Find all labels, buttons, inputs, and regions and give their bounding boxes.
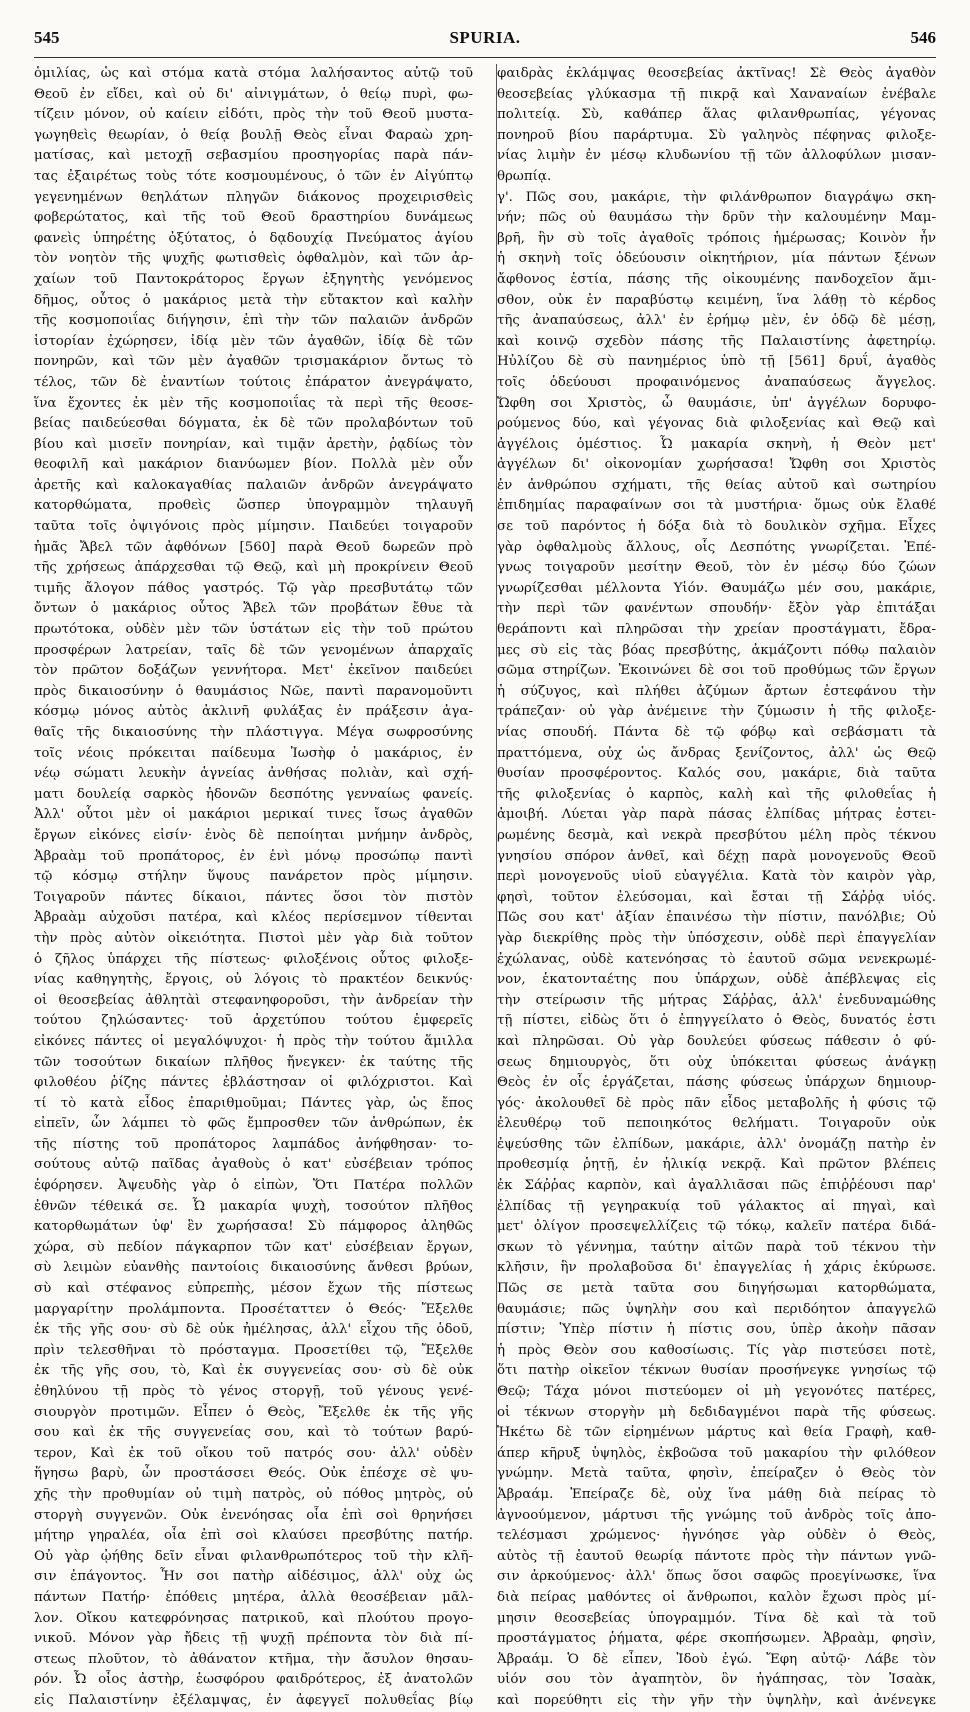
text-line: καὶ πληρῶσαι. Οὐ γὰρ δουλεύει φύσεως πάθεσιν ὁ φύ- — [497, 1033, 936, 1049]
text-line: νίας καθηγητὴς, ἔργοις, οὐ λόγοις τὸ πρακτέον δεικνύς· — [34, 972, 473, 988]
text-line: πονηρῶν, καὶ τῶν μὲν ἀγαθῶν τρισμακάριον ὄντως τὸ — [34, 354, 473, 370]
text-line: ὅτι πατὴρ οἰκεῖον τέκνων θυσίαν προσήνεγκε γνησίως τῷ — [497, 1363, 936, 1379]
text-line: σθον, οὐκ ἐν παραβύστῳ κειμένη, ἵνα λάθῃ τὸ κέρδος — [497, 292, 936, 308]
text-line: νικοῦ. Μόνον γὰρ ἤδεις τῇ ψυχῇ πρέποντα τὸν διὰ πί- — [34, 1631, 473, 1647]
text-line: οἱ τέκνων στοργὴν μὴ δεδιδαγμένοι παρὰ τῆς φύσεως. — [497, 1404, 936, 1420]
text-line: γὰρ διεκρίθης πρὸς τὴν ὑπόσχεσιν, οὐδὲ περὶ ἐπαγγελίαν — [497, 930, 936, 946]
left-column — [34, 64, 473, 1712]
text-line: τοῖς νέοις πρόκειται παίδευμα Ἰωσὴφ ὁ μακάριος, ἐν — [34, 745, 473, 761]
text-line: αὐτὸς τῇ ἑαυτοῦ θεωρίᾳ πάντοτε πρὸς τὴν πάντων γνῶ- — [497, 1548, 936, 1564]
text-line: τί τὸ κατὰ εἶδος ἐπαριθμοῦμαι; Πάντες γὰρ, ὡς ἔπος — [34, 1095, 473, 1111]
text-line: σου καὶ ἐκ τῆς συγγενείας σου, καὶ τὸ τούτων βαρύ- — [34, 1425, 473, 1441]
text-line: ἐθηλύνου τῇ πρὸς τὸ γένος στοργῇ, τοῦ γένους γενέ- — [34, 1384, 473, 1399]
text-line: ματι δουλείᾳ σαρκὸς ἡδονῶν δεσπότης γενναίως φανείς. — [34, 786, 473, 802]
text-line: Ἀβραάμ. Ἐπείραζε δὲ, οὐχ ἵνα μάθῃ διὰ πείρας τὸ — [497, 1486, 936, 1502]
text-line: τίζειν μόνον, οὐ καίειν εἰδότι, πρὸς τὴν τοῦ Θεοῦ μυστα- — [34, 107, 473, 123]
text-line: ἥγησω βαρὺ, ὧν προστάσσει Θεός. Οὐκ ἐπέσχε σὲ ψυ- — [34, 1466, 473, 1482]
text-line: θαῖς τῆς δικαιοσύνης τὴν πλάστιγγα. Μέγα σωφροσύνης — [34, 725, 473, 740]
text-line: γεγενημένων θεηλάτων πληγῶν διάκονος προχειρισθεὶς — [34, 189, 473, 205]
text-line: κόσμῳ μόνος αὐτὸς ἀκλινῆ φυλάξας ἐν πράξεσιν ἀγα- — [34, 704, 473, 720]
text-line: ἐθνῶν τέθεικά σε. Ὦ μακαρία ψυχὴ, τοσούτον πλῆθος — [34, 1198, 473, 1214]
text-line: ρούμενος δύο, καὶ γέγονας διὰ φιλοξενίας καὶ Θεῷ καὶ — [497, 416, 936, 432]
text-line: ἐφόρησεν. Ἀψευδὴς γὰρ ὁ εἰπὼν, Ὅτι Πατέρα πολλῶν — [34, 1178, 473, 1194]
text-line: φοβερώτατος, καὶ τῆς τοῦ Θεοῦ δραστηρίου δυνάμεως — [34, 210, 473, 226]
text-line: νέῳ σώματι λευκὴν ἁγνείας ἀνθήσας πολιὰν, καὶ σχή- — [34, 766, 473, 782]
text-line: κατορθώματα, προθεὶς ὥσπερ ὑπογραμμὸν τηλαυγῆ — [34, 498, 473, 514]
text-line: τῆς πίστης τοῦ προπάτορος λαμπάδος ἀνήφθησαν· το- — [34, 1136, 473, 1152]
text-line: τερον, Καὶ ἐκ τοῦ οἴκου τοῦ πατρός σου· ἀλλ' οὐδὲν — [34, 1445, 473, 1461]
running-title: SPURIA. — [449, 28, 521, 47]
text-line: προθεσμίᾳ ῥητῇ, ἐν ἡλικίᾳ νεκρᾷ. Καὶ πρῶτον βλέπεις — [497, 1157, 936, 1173]
text-line: τὸν πρῶτον δοξάζων γεννήτορα. Μετ' ἐκεῖνον παιδεύει — [34, 663, 473, 679]
text-line: ἡ σύζυγος, καὶ πλήθει ἀζύμων ἄρτων ἐστεφάνου τὴν — [497, 683, 936, 699]
text-line: γὰρ ὀφθαλμοὺς ἄλλους, οἷς Δεσπότης γνωρίζεται. Ἐπέ- — [497, 539, 936, 555]
text-line: μήτηρ γηραλέα, οἷα ἐπὶ σοὶ κλαύσει πρεσβύτης πατήρ. — [34, 1528, 473, 1544]
text-line: τελέσμασι χρώμενος· ἠγνόησε γὰρ οὐδὲν ὁ Θεὸς, — [497, 1528, 936, 1544]
text-line: τὴν πρὸς αὐτὸν οἰκειότητα. Πιστοὶ μὲν γὰρ διὰ τοῦτον — [34, 930, 473, 946]
text-line: βρῆ, ἣν σὺ τοῖς ἀγαθοῖς τρόποις ἡμέρωσας; Κοινὸν ἦν — [497, 230, 936, 246]
text-line: μετ' ὀλίγον προσεψελλίζεις τῷ τόκῳ, καλεῖν πατέρα διδά- — [497, 1219, 936, 1235]
text-line: σούτους αὐτῷ παῖδας ἀγαθοὺς ὁ κατ' εὐσέβειαν τρόπος — [34, 1157, 473, 1173]
text-line: ἐχώλανας, οὐδὲ κατενόησας τὸ ἑαυτοῦ σῶμα νενεκρωμέ- — [497, 951, 936, 967]
text-line: χῆς τὴν προθυμίαν οὐ τιμὴ πατρὸς, οὐ πόθος μητρὸς, οὐ — [34, 1486, 473, 1502]
text-line: τὴν περὶ τῶν φανέντων σπουδήν· ἔξὸν γὰρ ἐπιτάξαι — [497, 601, 936, 617]
text-line: ὄντων ὁ μακάριος οὗτος Ἄβελ τῶν προβάτων ἔθυε τὰ — [34, 601, 473, 617]
text-line: προστάγματος ῥήματα, φέρε σκοπήσωμεν. Ἀβραὰμ, φησὶν, — [497, 1631, 936, 1647]
text-line: νίας σπουδή. Πάντα δὲ τῷ φόβῳ καὶ σεβάσματι τὰ — [497, 725, 936, 740]
text-line: Ἀλλ' οὗτοι μὲν οἱ μακάριοι μερικαί τινες ἴσως ἀγαθῶν — [34, 807, 473, 823]
text-line: Ἀβραὰμ τοῦ προπάτορος, ἐν ἑνὶ μόνῳ προσώπῳ παντὶ — [34, 848, 473, 864]
text-line: τῇ πίστει, εἰδὼς ὅτι ὁ ἐπηγγείλατο ὁ Θεὸς, δυνατός ἐστι — [497, 1013, 936, 1029]
text-line: μαργαρίτην προλάμποντα. Προσέταττεν ὁ Θεός· Ἔξελθε — [34, 1301, 473, 1317]
text-line: νον, ἑκατονταέτης που ὑπάρχων, οὐδὲ ἀπέβλεψας εἰς — [497, 972, 936, 988]
text-line: περὶ μονογενοῦς υἱοῦ εὐαγγέλια. Κατὰ τὸν καιρὸν γὰρ, — [497, 869, 936, 885]
text-line: οἱ θεοσεβείας ἀθλητὰὶ στεφανηφοροῦσι, τὴν ἀνδρείαν τὴν — [34, 992, 473, 1008]
text-line: ἐλευθέρῳ τοῦ πεποιηκότος θελήματι. Τοιγαροῦν οὐκ — [497, 1116, 936, 1132]
text-line: ἀμοιβή. Λύεται γὰρ παρὰ πάσας ἐλπίδας μήτρας ἐστει- — [497, 807, 936, 823]
text-line: ἐκ τῆς γῆς σου, τὸ, Καὶ ἐκ συγγενείας σου· σὺ δὲ οὐκ — [34, 1363, 473, 1379]
text-line: Ηὐλίζου δὲ σὺ πανημέριος ὑπὸ τῇ [561] δρυΐ, ἀγαθὸς — [497, 354, 936, 370]
page-number-left: 545 — [34, 28, 60, 47]
text-line: ἡ πρὸς Θεὸν σου καθοσίωσις. Τίς γὰρ πιστεύσει ποτὲ, — [497, 1342, 936, 1358]
text-line: λον. Οἴκου κατεφρόνησας πατρικοῦ, καὶ πλούτου προγο- — [34, 1610, 473, 1626]
text-line: πρὸς δικαιοσύνην ὁ θαυμάσιος Νῶε, παντὶ παρανομοῦντι — [34, 683, 473, 699]
text-line: γός· ἀκολουθεῖ δὲ πρὸς πᾶν εἶδος μεταβολῆς ἡ φύσις τῷ — [497, 1095, 936, 1111]
text-line: πονηροῦ βίου παράρτυμα. Σὺ γαληνὸς πέφηνας φιλοξε- — [497, 127, 936, 143]
text-line: νίας λιμὴν ἐν μέσῳ κλυδωνίου τῇ τῶν ἀλλοφύλων μισαν- — [497, 148, 936, 164]
text-line: εἰς Παλαιστίνην ἐξέλαμψας, ἐν ἀφεγγεῖ πολυθεΐας βίῳ — [34, 1692, 473, 1708]
text-line: σῶμα στηρίζων. Ἐκοινώνει δὲ σοι τοῦ προθύμως τῶν ἔργων — [497, 663, 936, 679]
text-line: ρωμένης δεσμὰ, καὶ νεκρὰ πρεσβύτου μέλη πρὸς τέκνου — [497, 827, 936, 843]
text-line: γνωρίζεσθαι μέλλοντα Υἱόν. Θαυμάζω μέν σου, μακάριε, — [497, 580, 936, 596]
text-line: κλῆσιν, ἣν προλαβοῦσα δι' ἐπαγγελίας ἡ χάρις ἐκύρωσε. — [497, 1260, 936, 1276]
text-line: μες σὺ εἰς τὰς βόας πρεσβύτης, ἀκμάζοντι πόθῳ παλαιὸν — [497, 642, 936, 658]
text-line: δῆμος, οὗτος ὁ μακάριος μετὰ τὴν εὔτακτον καὶ καλὴν — [34, 292, 473, 308]
text-line: σκων τὸ γέννημα, ταύτην αἰτῶν παρὰ τοῦ τέκνου τὴν — [497, 1239, 936, 1255]
text-line: πάντων Πατήρ· ἐπόθεις μητέρα, ἀλλὰ θεοσέβειαν μᾶλ- — [34, 1589, 473, 1605]
text-line: σιν ἐπάγοντος. Ἦν σοι πατὴρ αἰδέσιμος, ἀλλ' οὐχ ὡς — [34, 1569, 473, 1585]
text-line: γωγηθεὶς θεωρίαν, ὁ θείᾳ βουλῇ Θεὸς εἶναι Φαραὼ χρη- — [34, 127, 473, 143]
text-line: Θεοῦ ἐν εἴδει, καὶ οὐ δι' αἰνιγμάτων, ὁ θείῳ πυρὶ, φω- — [34, 86, 473, 102]
text-line: ἀγγέλων δι' οἰκονομίαν χωρήσασα! Ὤφθη σοι Χριστὸς — [497, 457, 936, 473]
text-line: σε τοῦ παρόντος ἡ δόξα διὰ τὸ δουλικὸν σχῆμα. Εἶχες — [497, 519, 936, 535]
page-number-right: 546 — [910, 28, 936, 47]
text-line: Θεὸς ἐν οἷς ἐργάζεται, πάσης φύσεως ὑπάρχων δημιουρ- — [497, 1075, 936, 1091]
text-line: ἐπιδημίας παραφαίνων σοι τὰ μυστήρια· ὅμως οὐκ ἔλαθέ — [497, 498, 936, 514]
text-line: τράπεζαν· οὐ γὰρ ἀνέμεινε τὴν ζύμωσιν ἡ τῆς φιλοξε- — [497, 704, 936, 720]
text-columns — [34, 64, 936, 1708]
text-line: ἡμᾶς Ἄβελ τῶν ἀφθόνων [560] παρὰ Θεοῦ δωρεῶν πρὸ — [34, 539, 473, 555]
text-line: ρόν. Ὦ οἷος ἀστὴρ, ἑωσφόρου φαιδρότερος, ἐξ ἀνατολῶν — [34, 1672, 473, 1688]
text-line: καὶ κοινῷ σχεδὸν πάσης τῆς Παλαιστίνης ἀφετηρίῳ. — [497, 333, 936, 349]
text-line: πρωτότοκα, οὐδὲν μὲν τῶν ὑστάτων εἰς τὴν τοῦ πρώτου — [34, 622, 473, 638]
text-line: σιουργὸν προτιμῶν. Εἶπεν ὁ Θεὸς, Ἔξελθε ἐκ τῆς γῆς — [34, 1404, 473, 1420]
header-rule — [34, 57, 936, 58]
text-line: ταῦτα τοῖς ὀψιγόνοις πρὸς μίμησιν. Παιδεύει τοιγαροῦν — [34, 519, 473, 535]
text-line: θαυμάσιε; πῶς ὑψηλὴν σου καὶ περιδόητον ἀπαγγελῶ — [497, 1301, 936, 1317]
text-line: τῆς κοσμοποιΐας διήγησιν, ἐπὶ τὴν τῶν παλαιῶν ἀνδρῶν — [34, 313, 473, 329]
text-line: πραττόμενα, οὐχ ὡς ἄνδρας ξενίζοντος, ἀλλ' ὡς Θεῷ — [497, 745, 936, 761]
text-line: Οὐ γὰρ ᾠήθης δεῖν εἶναι φιλανθρωπότερος τοῦ τὴν κλῆ- — [34, 1548, 473, 1564]
text-line: σὺ καὶ στέφανος εὐπρεπὴς, μέσον ἔχων τῆς πίστεως — [34, 1281, 473, 1297]
text-line: χώρα, σὺ πεδίον πάγκαρπον τῶν κατ' εὐσέβειαν ἔργων, — [34, 1239, 473, 1255]
text-line: πρὶν τελεσθῆναι τὸ πρόσταγμα. Προσετίθει τῷ, Ἔξελθε — [34, 1342, 473, 1358]
text-line: στεως πλοῦτον, τὸ ἀθάνατον κτῆμα, τὴν ἄσυλον θησαυ- — [34, 1651, 473, 1667]
text-line: προσφέρων λατρείαν, ταῖς δὲ τῶν γενομένων ἀπαρχαῖς — [34, 642, 473, 658]
text-line: καὶ πορεύθητι εἰς τὴν γῆν τὴν ὑψηλὴν, καὶ ἀνένεγκε — [497, 1692, 936, 1708]
text-line: σιν ἀρκούμενος· ἀλλ' ὅπως ὅσοι σαφῶς προεγίνωσκε, ἵνα — [497, 1569, 936, 1585]
text-line: ἵνα ἔχοντες ἐκ μὲν τῆς κοσμοποιΐας τὰ περὶ τῆς θεοσε- — [34, 395, 473, 411]
page-header — [34, 28, 936, 52]
text-line: γνώμην. Μετὰ ταῦτα, φησὶν, ἐπείραζεν ὁ Θεὸς τὸν — [497, 1466, 936, 1482]
text-line: ἀγνοούμενον, μάρτυσι τῆς γνώμης τοῦ ἀνδρὸς τοῖς ἀπο- — [497, 1507, 936, 1523]
text-line: Θεῷ; Τάχα μόνοι πιστεύομεν οἱ μὴ γεγονότες πατέρες, — [497, 1384, 936, 1399]
text-line: τιμῆς ἄλογον πάθος γαστρός. Τῷ γὰρ πρεσβυτάτῳ τῶν — [34, 580, 473, 596]
text-line: ἐκ τῆς γῆς σου· σὺ δὲ οὐκ ἠμέλησας, ἀλλ' εἶχου τῆς ὁδοῦ, — [34, 1322, 473, 1338]
text-line: βείας παιδεύεσθαι δόγματα, ἐκ δὲ τῶν προλαβόντων τοῦ — [34, 416, 473, 432]
text-line: σεως δημιουργὸς, ὅτι οὐχ ὑπόκειται φύσεως ἀνάγκῃ — [497, 1054, 936, 1070]
text-line: νήν; πῶς οὐ θαυμάσω τὴν δρῦν τὴν καλουμένην Μαμ- — [497, 210, 936, 226]
text-line: θρωπίᾳ. — [497, 168, 552, 184]
text-line: βίου καὶ μισεῖν πονηρίαν, καὶ τιμᾷν ἀρετὴν, ῥᾳδίως τὸν — [34, 436, 473, 452]
text-line: Ἀβραὰμ αὐχοῦσι πατέρα, καὶ κλέος περίσεμνον τίθενται — [34, 910, 473, 926]
text-line: υἱόν σου τὸν ἀγαπητὸν, ὃν ἠγάπησας, τὸν Ἰσαὰκ, — [497, 1672, 936, 1688]
text-line: Ὤφθη σοι Χριστὸς, ὦ θαυμάσιε, ὑπ' ἀγγέλων δορυφο- — [497, 395, 936, 411]
text-line: τοῖς ὁδεύουσι προφαινόμενος ἀναπαύσεως ἄγγελος. — [497, 374, 936, 390]
text-line: γνως τοιγαροῦν μεσίτην Θεοῦ, τὸν ἐν μέσῳ δύο ζώων — [497, 560, 936, 576]
text-line: Τοιγαροῦν πάντες δίκαιοι, πάντες ὅσοι τὸν πιστὸν — [34, 889, 473, 905]
text-line: τας ἐξαιρέτως τοὺς τότε κοσμουμένους, ὁ τῶν ἐν Αἰγύπτῳ — [34, 168, 473, 184]
text-line: τῆς χρήσεως ἀπάρχεσθαι τῷ Θεῷ, καὶ μὴ προκρίνειν Θεοῦ — [34, 560, 473, 576]
text-line: φανεὶς ὑπηρέτης ὀξύτατος, ὁ δᾳδουχίᾳ Πνεύματος ἁγίου — [34, 230, 473, 246]
text-line: τὴν στείρωσιν τῆς μήτρας Σάῤῥας, ἀλλ' ἐνεδυναμώθης — [497, 992, 936, 1008]
text-line: εἰκόνες πάντες οἱ μεγαλόψυχοι· ἡ πρὸς τὴν τούτου ἅμιλλα — [34, 1033, 473, 1049]
text-line: ἀρετῆς καὶ καλοκαγαθίας παλαιῶν ἀνδρῶν ἀνεγράψατο — [34, 477, 473, 493]
text-line: τῷ κόσμῳ στήλην ὕψους πανάρετον πρὸς μίμησιν. — [34, 869, 473, 885]
text-line: ἐκ Σάῤῥας καρπὸν, καὶ ἀγαλλιᾶσαι πῶς ἐπιῤῥέουσι παρ' — [497, 1178, 936, 1194]
text-line: τούτου ζηλώσαντες· τοῦ ἀρχετύπου τούτου ἐμφερεῖς — [34, 1013, 473, 1029]
text-line: τῆς ἀναπαύσεως, ἀλλ' ἐν ἐρήμῳ μὲν, ἐν ὁδῷ δὲ μέσῃ, — [497, 313, 936, 329]
text-line: μησιν θεοσεβείας ὑπογραμμόν. Τίνα δὲ καὶ τὰ τοῦ — [497, 1610, 936, 1626]
text-line: στοργὴ συγγενῶν. Οὐκ ἐνενόησας οἷα ἐπὶ σοὶ θρηνήσει — [34, 1507, 473, 1523]
text-line: θεράποντι καὶ πληρῶσαι τὴν χρείαν προστάγματι, ἔδρα- — [497, 622, 936, 638]
text-line: ἐψεύσθης τῶν ἐλπίδων, μακάριε, ἀλλ' ὀνομάζῃ πατὴρ ἐν — [497, 1136, 936, 1152]
text-line: διὰ πείρας μαθόντες οἱ ἄνθρωποι, καλὸν ἔχωσι πρὸς μί- — [497, 1589, 936, 1605]
text-line: Ἀβραάμ. Ὁ δὲ εἶπεν, Ἰδοὺ ἐγώ. Ἔφη αὐτῷ· Λάβε τὸν — [497, 1651, 936, 1667]
text-line: φαιδρὰς ἐκλάμψας θεοσεβείας ἀκτῖνας! Σὲ Θεὸς ἀγαθὸν — [497, 66, 936, 81]
text-line: τέλος, τῶν δὲ ἐναντίων τούτοις ἐπάρατον ἀνεγράψατο, — [34, 374, 473, 390]
text-line: ὁμιλίας, ὡς καὶ στόμα κατὰ στόμα λαλήσαντος αὐτῷ τοῦ — [34, 66, 473, 81]
text-line: πίστιν; Ὑπὲρ πίστιν ἡ πίστις σου, ὑπὲρ ἀκοὴν πᾶσαν — [497, 1322, 936, 1338]
text-line: πολιτείᾳ. Σὺ, καθάπερ ἅλας φιλανθρωπίας, γέγονας — [497, 107, 936, 123]
text-line: τῶν τοσούτων δικαίων πλῆθος ἤνεγκεν· ἐκ ταύτης τῆς — [34, 1054, 473, 1070]
text-line: φιλοθέου ῥίζης πάντες ἐβλάστησαν οἱ φιλόχριστοι. Καὶ — [34, 1075, 473, 1091]
text-line: ἄφθονος ἑστία, πάσης τῆς οἰκουμένης πανδοχεῖον ἄμι- — [497, 271, 936, 287]
text-line: κατορθωμάτων ὑφ' ἓν χωρήσασα! Σὺ πάμφορος ἀληθῶς — [34, 1219, 473, 1235]
text-line: ἱστορίαν ἐχώρησεν, ἰδίᾳ μὲν τῶν ἀγαθῶν, ἰδίᾳ δὲ τῶν — [34, 333, 473, 349]
text-line: τὸν νοητὸν τῆς ψυχῆς φωτισθεὶς ὀφθαλμὸν, καὶ τῶν ἀρ- — [34, 251, 473, 267]
text-line: Πῶς σου κατ' ἀξίαν ἐπαινέσω τὴν πίστιν, πανόλβιε; Οὐ — [497, 910, 936, 926]
text-line: σὺ λειμὼν εὐανθὴς παντοίοις δικαιοσύνης ἄνθεσι βρύων, — [34, 1260, 473, 1276]
right-column — [497, 64, 936, 1712]
text-line: χαίων τοῦ Παντοκράτορος ἔργων ἐξηγητὴς γενόμενος — [34, 271, 473, 287]
text-line: Ἡκέτω δὲ τῶν εἰρημένων μάρτυς καὶ θεία Γραφὴ, καθ- — [497, 1425, 936, 1441]
text-line: τῆς φιλοξενίας ὁ καρπὸς, καλὴ καὶ τῆς φιλοθεΐας ἡ — [497, 786, 936, 802]
text-line: θυσίαν προσφέροντος. Καλός σου, μακάριε, διὰ ταῦτα — [497, 766, 936, 782]
text-line: ἐλπίδας τῇ γεγηρακυίᾳ τοῦ γάλακτος αἱ πηγαὶ, καὶ — [497, 1198, 936, 1214]
text-line: θεοσεβείας γλύκασμα τῇ πικρᾷ καὶ Χαναναίων ἐνέβαλε — [497, 86, 936, 102]
text-line: Πῶς σε μετὰ ταῦτα σου διηγήσωμαι κατορθώματα, — [497, 1281, 936, 1297]
text-line: θεοφιλῆ καὶ μακάριον διανύωμεν βίον. Πολλὰ μὲν οὖν — [34, 457, 473, 473]
text-line: γ'. Πῶς σου, μακάριε, τὴν φιλάνθρωπον διαγράψω σκη- — [497, 189, 936, 205]
text-line: γνησίου σπόρον ἀνθεῖ, καὶ δέχῃ παρὰ μονογενοῦς Θεοῦ — [497, 848, 936, 864]
text-line: ἔργων εἰκόνες εἰσίν· ἑνὸς δὲ πεποίηται μνήμην ἀνδρὸς, — [34, 827, 473, 843]
text-line: ἡ σκηνὴ τοῖς ὁδεύουσιν οἰκητήριον, μία πάντων ξένων — [497, 251, 936, 267]
text-line: εἰπεῖν, ὧν λάμπει τὸ φῶς ἔμπροσθεν τῶν ἀνθρώπων, ἐκ — [34, 1116, 473, 1132]
text-line: ὁ ζῆλος ὑπάρχει τῆς πίστεως· φιλοξένοις οὗτος φιλοξε- — [34, 951, 473, 967]
text-line: ματίσας, καὶ μετοχῇ σεβασμίου προσηγορίας παρὰ πάν- — [34, 148, 473, 164]
text-line: φησὶ, τοῦτον ἐλεύσομαι, καὶ ἔσται τῇ Σάῤῥᾳ υἱός. — [497, 889, 936, 905]
text-line: άπερ κῆρυξ ὑψηλὸς, ἐκβοῶσα τοῦ μακαρίου τὴν φιλόθεον — [497, 1445, 936, 1461]
text-line: ἀγγέλοις ὁμέστιος. Ὦ μακαρία σκηνὴ, ἡ Θεὸν μετ' — [497, 436, 936, 452]
text-line: ἐν ἀνθρώπου σχήματι, τῆς θείας αὐτοῦ καὶ σωτηρίου — [497, 477, 936, 493]
